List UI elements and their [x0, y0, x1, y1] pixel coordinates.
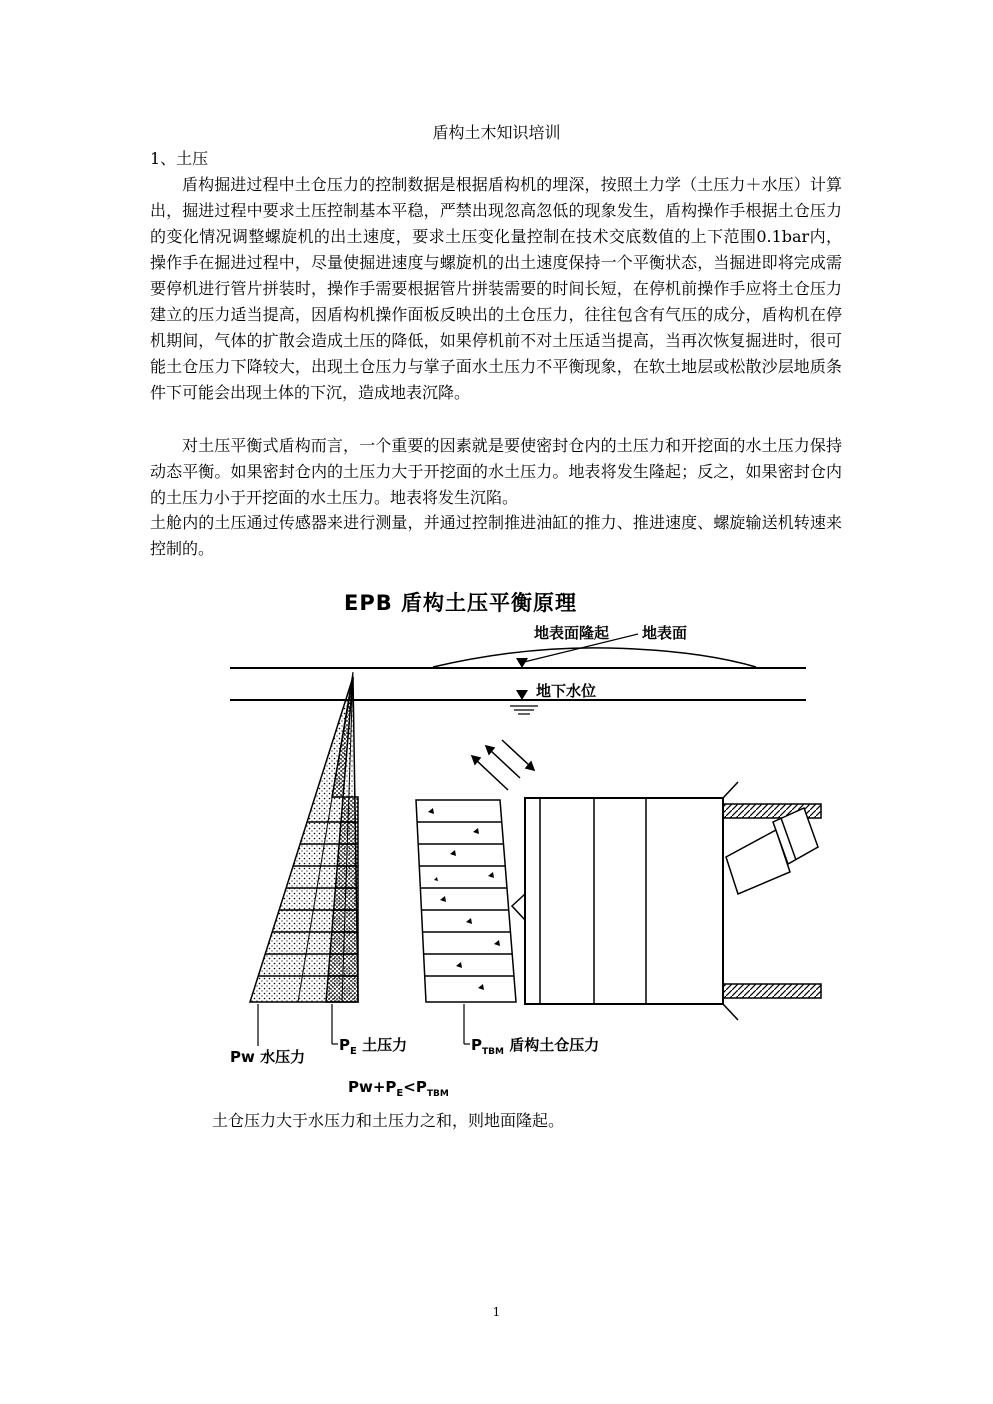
chamber-pressure-block — [408, 800, 523, 1002]
label-earth-pressure: $P_E$ 土压力 — [339, 1036, 408, 1057]
document-title: 盾构土木知识培训 — [432, 123, 561, 142]
epb-diagram — [228, 582, 828, 1102]
groundwater-marker-icon — [516, 690, 528, 700]
paragraph-2: 对土压平衡式盾构而言，一个重要的因素就是要使密封仓内的土压力和开挖面的水土压力保持动态平衡。如果密封仓内的土压力大于开挖面的水土压力。地表将发生隆起；反之，如果密封仓内的土压力小于开挖面的水土压力。地表将发生沉陷。 — [150, 436, 842, 507]
paragraph-1: 盾构掘进过程中土仓压力的控制数据是根据盾构机的埋深，按照土力学（土压力＋水压）计算出，掘进过程中要求土压控制基本平稳，严禁出现忽高忽低的现象发生，盾构操作手根据土仓压力的变化情况调整螺旋机的出土速度，要求土压变化量控制在技术交底数值的上下范围0.1bar内，操作手在掘进过程中，尽量使掘进速度与螺旋机的出土速度保持一个平衡状态，当掘进即将完成需要停机进行管片拼装时，操作手需要根据管片拼装需要的时间长短，在停机前操作手应将土仓压力建立的压力适当提高，因盾构机操作面板反映出的土仓压力，往往包含有气压的成分，盾构机在停机期间，气体的扩散会造成土压的降低，如果停机前不对土压适当提高，当再次恢复掘进时，很可能土仓压力下降较大，出现土仓压力与掌子面水土压力不平衡现象，在软土地层或松散沙层地质条件下可能会出现土体的下沉，造成地表沉降。 — [150, 175, 842, 402]
shield-machine — [512, 782, 738, 1020]
section-heading: 1、土压 — [150, 149, 209, 168]
thrust-arrows-icon — [472, 740, 534, 790]
figure-caption: 土仓压力大于水压力和土压力之和，则地面隆起。 — [212, 1111, 565, 1130]
screw-conveyor — [726, 808, 818, 894]
figure-title: EPB 盾构土压平衡原理 — [344, 591, 578, 615]
pressure-formula: $Pw+P_E<P_{TBM}$ — [348, 1078, 449, 1099]
paragraph-3: 土舱内的土压通过传感器来进行测量，并通过控制推进油缸的推力、推进速度、螺旋输送机转速来控制的。 — [150, 513, 842, 558]
page-number: 1 — [492, 1305, 501, 1319]
label-groundwater: 地下水位 — [536, 682, 597, 700]
label-ground-surface: 地表面 — [642, 624, 688, 642]
surface-heave-marker-icon — [516, 658, 528, 668]
label-chamber-pressure: $P_{TBM}$ 盾构土仓压力 — [471, 1036, 600, 1057]
surface-heave-curve — [433, 648, 756, 667]
label-surface-heave: 地表面隆起 — [534, 624, 610, 642]
label-water-pressure: Pw 水压力 — [230, 1048, 306, 1066]
segment-lining-bottom — [723, 984, 821, 998]
